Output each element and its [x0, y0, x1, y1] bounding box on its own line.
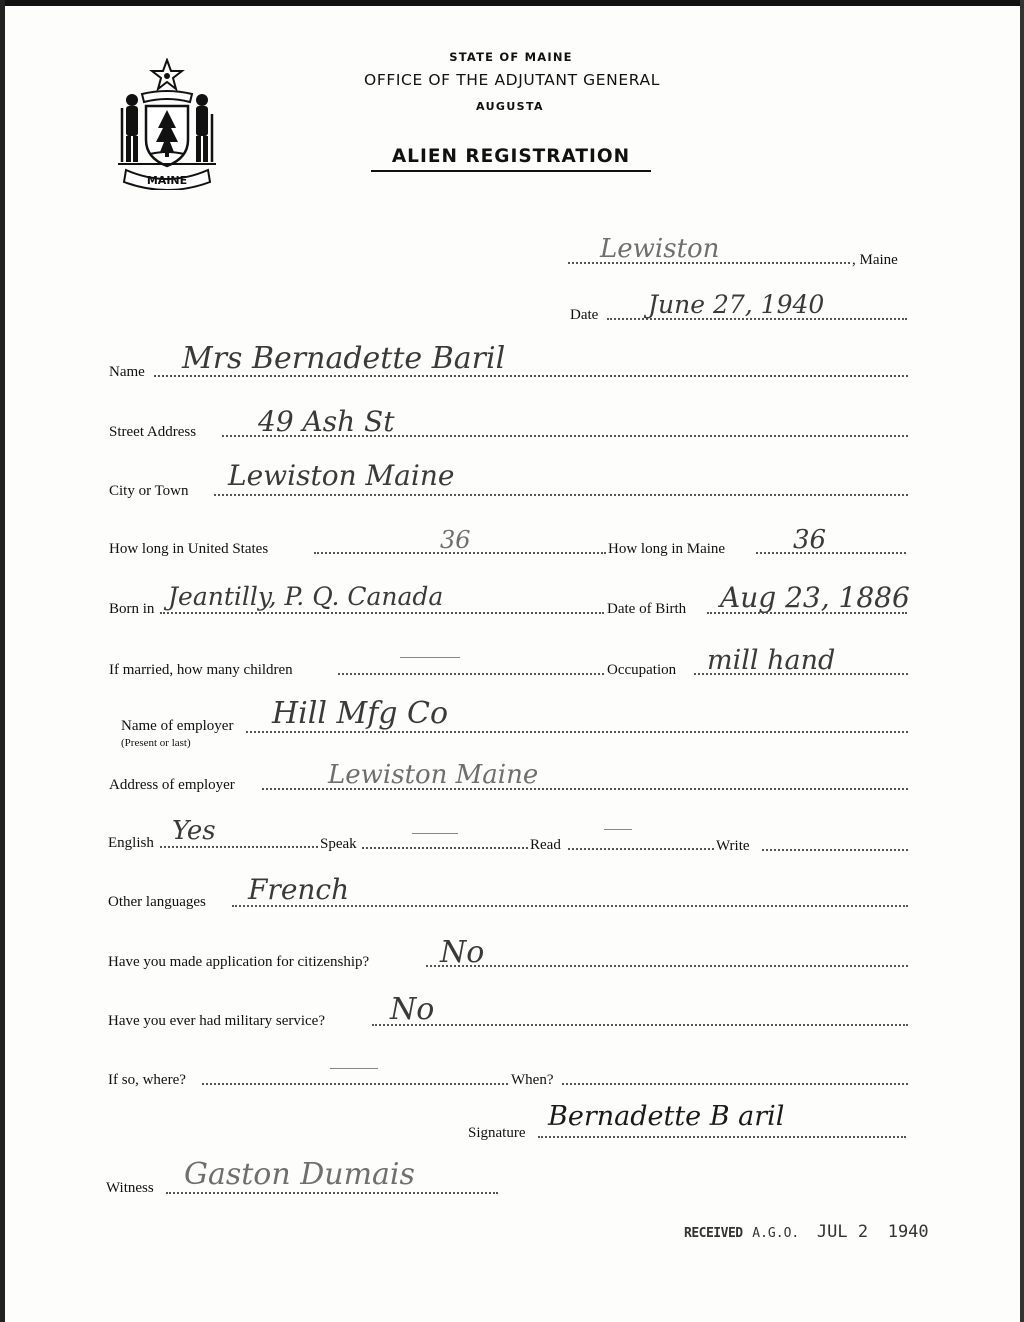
maine-label: , Maine: [852, 252, 898, 268]
date-label: Date: [570, 307, 599, 323]
header-state: STATE OF MAINE: [449, 50, 573, 64]
military-dots: [372, 1024, 908, 1026]
occupation-label: Occupation: [607, 662, 677, 678]
how-long-maine-dots: [756, 552, 906, 554]
read-dash-mark: [604, 829, 632, 830]
header-city: AUGUSTA: [476, 100, 544, 113]
employer-label: Name of employer: [121, 718, 234, 734]
english-label: English: [108, 835, 154, 851]
employer-address-label: Address of employer: [109, 777, 235, 793]
city-label: City or Town: [109, 483, 189, 499]
scan-border-top: [0, 0, 1024, 6]
signature-dots: [538, 1136, 906, 1138]
witness-dots: [166, 1192, 498, 1194]
when-dots: [562, 1083, 908, 1085]
form-title: ALIEN REGISTRATION: [371, 146, 651, 172]
citizenship-dots: [426, 965, 908, 967]
scan-border-right: [1020, 0, 1024, 1322]
military-entry: No: [390, 992, 435, 1027]
born-in-dots: [160, 612, 604, 614]
where-dots: [202, 1083, 508, 1085]
children-label: If married, how many children: [109, 662, 293, 678]
date-entry: June 27, 1940: [648, 290, 825, 319]
where-dash-mark: [330, 1068, 378, 1069]
city-entry: Lewiston Maine: [228, 459, 455, 492]
where-label: If so, where?: [108, 1072, 186, 1088]
stamp-year: 1940: [887, 1222, 929, 1242]
scan-border-left: [0, 0, 5, 1322]
how-long-maine-entry: 36: [793, 525, 827, 555]
write-label: Write: [716, 838, 750, 854]
military-label: Have you ever had military service?: [108, 1013, 325, 1029]
read-dots: [568, 848, 714, 850]
how-long-maine-label: How long in Maine: [608, 541, 726, 557]
town-entry: Lewiston: [600, 234, 720, 264]
read-label: Read: [530, 837, 561, 853]
applicant-signature: Bernadette B aril: [548, 1101, 785, 1132]
street-label: Street Address: [109, 424, 197, 440]
witness-entry: Gaston Dumais: [184, 1157, 415, 1192]
seal-ribbon-text: MAINE: [146, 174, 188, 187]
occupation-entry: mill hand: [707, 645, 836, 676]
when-label: When?: [511, 1072, 554, 1088]
employer-entry: Hill Mfg Co: [272, 696, 449, 731]
english-entry: Yes: [172, 816, 216, 846]
born-in-label: Born in: [109, 601, 155, 617]
received-stamp: [684, 1222, 929, 1242]
how-long-us-entry: 36: [440, 526, 471, 554]
stamp-received: RECEIVED: [684, 1226, 743, 1241]
other-languages-entry: French: [248, 873, 350, 906]
employer-note: (Present or last): [121, 737, 191, 749]
children-dots: [338, 673, 604, 675]
street-entry: 49 Ash St: [258, 405, 395, 438]
employer-address-entry: Lewiston Maine: [328, 760, 539, 790]
date-of-birth-label: Date of Birth: [607, 601, 687, 617]
witness-label: Witness: [106, 1180, 154, 1196]
name-label: Name: [109, 364, 145, 380]
write-dots: [762, 849, 908, 851]
stamp-office: A.G.O.: [752, 1226, 800, 1241]
date-of-birth-entry: Aug 23, 1886: [720, 581, 910, 614]
english-dots: [160, 846, 318, 848]
name-entry: Mrs Bernadette Baril: [182, 341, 506, 376]
citizenship-label: Have you made application for citizenship?: [108, 954, 370, 970]
speak-label: Speak: [320, 836, 357, 852]
citizenship-entry: No: [440, 935, 485, 970]
signature-label: Signature: [468, 1125, 526, 1141]
speak-dash-mark: [412, 833, 458, 834]
employer-dots: [246, 731, 908, 733]
how-long-us-label: How long in United States: [109, 541, 269, 557]
speak-dots: [362, 847, 528, 849]
children-dash-mark: [400, 657, 460, 658]
header-office: OFFICE OF THE ADJUTANT GENERAL: [364, 71, 660, 89]
other-languages-label: Other languages: [108, 894, 206, 910]
born-in-entry: Jeantilly, P. Q. Canada: [168, 582, 444, 611]
stamp-month-day: JUL 2: [816, 1222, 869, 1242]
city-dots: [214, 494, 908, 496]
